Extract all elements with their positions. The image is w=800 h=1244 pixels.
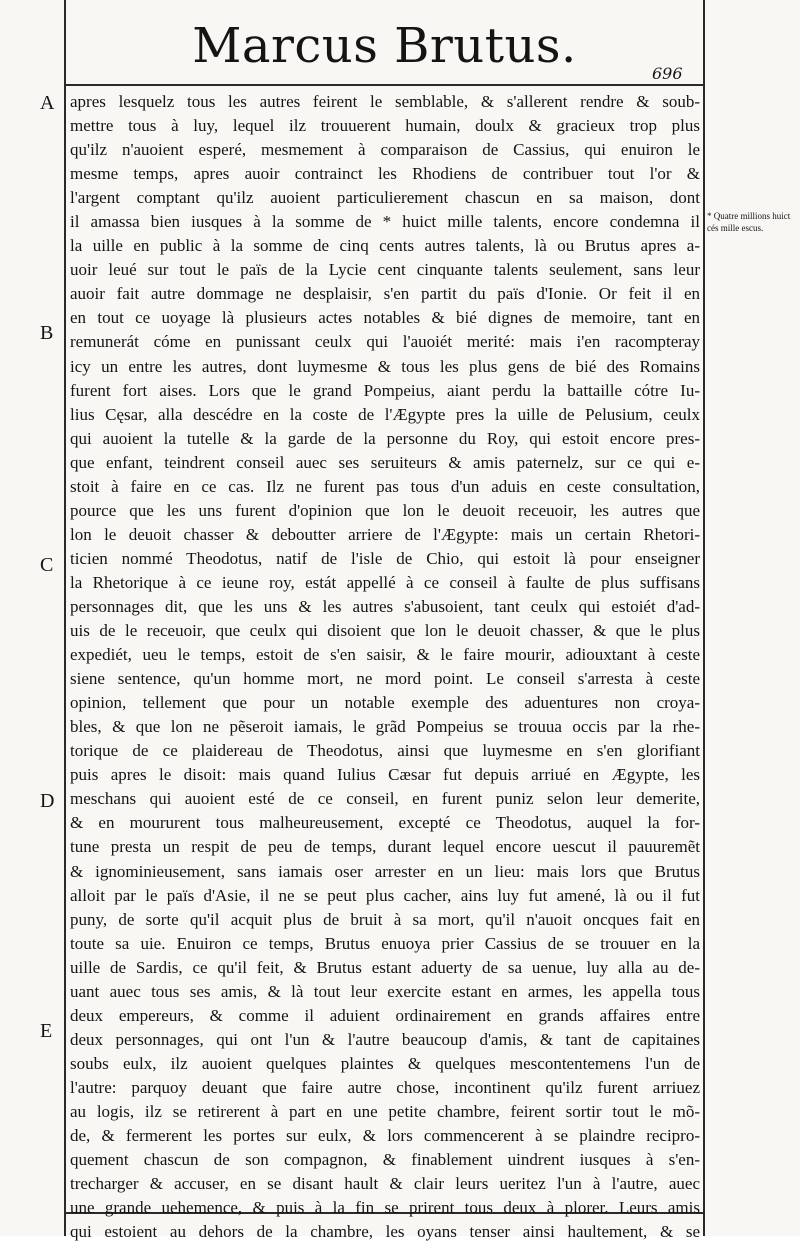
text-line: puis apres le disoit: mais quand Iulius Cæsar fut depuis arriué en Ægypte, les	[70, 765, 700, 785]
text-line: uoir leué sur tout le païs de la Lycie cent cinquante talents seulement, sans leur	[70, 260, 700, 280]
text-line: une grande uehemence, & puis à la fin se prirent tous deux à plorer. Leurs amis	[70, 1198, 700, 1218]
left-frame-rule	[64, 0, 66, 1236]
section-letter-e: E	[40, 1020, 53, 1042]
text-line: ticien nommé Theodotus, natif de l'isle de Chio, qui estoit là pour enseigner	[70, 548, 700, 568]
text-line: la Rhetorique à ce ieune roy, estát appellé à ce conseil à faulte de plus suffisans	[70, 572, 700, 592]
margin-note: * Quatre millions huict cés mille escus.	[707, 211, 791, 233]
text-line: mesme temps, apres auoir contrainct les Rhodiens de contribuer tout l'or &	[70, 164, 700, 184]
text-line: qu'ilz n'auoient esperé, mesmement à comparaison de Cassius, qui enuiron le	[70, 140, 700, 160]
text-line: alloit par le païs d'Asie, il ne se peut plus cacher, ains luy fut amené, là ou il fut	[70, 885, 700, 905]
text-line: lius Cęsar, alla descédre en la coste de l'Ægypte pres la uille de Pelusium, ceulx	[70, 404, 700, 424]
text-line: uant auec tous ses amis, & là tout leur exercite estant en armes, les appella tous	[70, 981, 700, 1001]
text-line: soubs eulx, ilz auoient quelques plaintes & quelques mescontentemens l'un de	[70, 1053, 700, 1073]
text-line: toute sa uie. Enuiron ce temps, Brutus enuoya prier Cassius de se trouuer en la	[70, 933, 700, 953]
text-line: puny, de sorte qu'il acquit plus de bruit à sa mort, qu'il n'auoit oncques fait en	[70, 909, 700, 929]
body-text	[70, 90, 700, 1244]
text-line: qui estoient au dehors de la chambre, les oyans tenser ainsi haultement, & se	[70, 1222, 700, 1242]
page-number: 696	[652, 64, 683, 83]
text-line: tune presta un respit de peu de temps, durant lequel encore uescut il pauuremẽt	[70, 837, 700, 857]
text-line: apres lesquelz tous les autres feirent le semblable, & s'allerent rendre & soub-	[70, 92, 700, 111]
text-line: au logis, ilz se retirerent à part en une petite chambre, feirent sortir tout le mõ-	[70, 1101, 700, 1121]
header-rule	[66, 84, 703, 86]
text-line: uille de Sardis, ce qu'il feit, & Brutus estant aduerty de sa uenue, luy alla au de-	[70, 957, 700, 977]
text-line: remunerát cóme en punissant ceulx qui l'auoiét merité: mais i'en racompteray	[70, 332, 700, 352]
text-line: quement chascun de son compagnon, & finablement uindrent iusques à s'en-	[70, 1150, 700, 1170]
text-line: trecharger & accuser, en se disant hault & clair leurs ueritez l'un à l'autre, auec	[70, 1174, 700, 1194]
text-line: lon le deuoit chasser & deboutter arriere de l'Ægypte: mais un certain Rhetori-	[70, 524, 700, 544]
text-line: uis de le receuoir, que ceulx qui disoient que lon le deuoit chasser, & que le plus	[70, 621, 700, 641]
text-line: auoir fait autre dommage ne desplaisir, s'en partit du païs d'Ionie. Or feit il en	[70, 284, 700, 304]
text-line: l'argent comptant qu'ilz auoient particulierement chascun en sa maison, dont	[70, 188, 700, 208]
text-line: & ignominieusement, sans iamais oser arrester en un lieu: mais lors que Brutus	[70, 861, 700, 881]
text-line: deux empereurs, & comme il aduient ordinairement en grands affaires entre	[70, 1005, 700, 1025]
text-line: personnages dit, que les uns & les autres s'abusoient, tant ceulx qui estoiét d'ad-	[70, 596, 700, 616]
text-line: & en moururent tous malheureusement, excepté ce Theodotus, auquel la for-	[70, 813, 700, 833]
text-line: opinion, tellement que pour un notable exemple des aduentures non croya-	[70, 693, 700, 713]
text-line: stoit à faire en ce cas. Ilz ne furent pas tous d'un aduis en ceste consultation,	[70, 476, 700, 496]
section-letter-d: D	[40, 790, 55, 812]
section-letter-b: B	[40, 322, 54, 344]
section-letter-c: C	[40, 554, 54, 576]
text-line: icy un entre les autres, dont luymesme & tous les plus gens de bié des Romains	[70, 356, 700, 376]
text-line: il amassa bien iusques à la somme de * huict mille talents, encore condemna il	[70, 212, 700, 232]
text-line: expediét, ueu le temps, estoit de s'en saisir, & le faire mourir, adiouxtant à ceste	[70, 645, 700, 665]
text-line: mettre tous à luy, lequel ilz trouuerent humain, doulx & gracieux trop plus	[70, 116, 700, 136]
text-line: l'autre: parquoy deuant que faire autre chose, incontinent qu'ilz furent arriuez	[70, 1077, 700, 1097]
text-line: furent fort aises. Lors que le grand Pompeius, aiant perdu la battaille cótre Iu-	[70, 380, 700, 400]
text-line: meschans qui auoient esté de ce conseil, en furent puniz selon leur demerite,	[70, 789, 700, 809]
text-line: la uille en public à la somme de cinq cents autres talents, là ou Brutus apres a-	[70, 236, 700, 256]
text-line: bles, & que lon ne pẽseroit iamais, le grãd Pompeius se trouua occis par la rhe-	[70, 717, 700, 737]
section-letter-a: A	[40, 92, 55, 114]
running-head-title: Marcus Brutus.	[192, 18, 577, 74]
text-line: pource que les uns furent d'opinion que lon le deuoit receuoir, les autres que	[70, 500, 700, 520]
text-line: qui auoient la tutelle & la garde de la personne du Roy, qui estoit encore pres-	[70, 428, 700, 448]
text-line: torique de ce plaidereau de Theodotus, ainsi que luymesme en s'en glorifiant	[70, 741, 700, 761]
text-line: en tout ce uoyage là plusieurs actes notables & bié dignes de memoire, tant en	[70, 308, 700, 328]
text-line: que enfant, teindrent conseil auec ses seruiteurs & amis paternelz, sur ce qui e-	[70, 452, 700, 472]
text-line: siene sentence, qu'un homme mort, ne mord point. Le conseil s'arresta à ceste	[70, 669, 700, 689]
right-frame-rule	[703, 0, 705, 1236]
text-line: de, & fermerent les portes sur eulx, & lors commencerent à se plaindre recipro-	[70, 1126, 700, 1146]
text-line: deux personnages, qui ont l'un & l'autre beaucoup d'amis, & tant de capitaines	[70, 1029, 700, 1049]
